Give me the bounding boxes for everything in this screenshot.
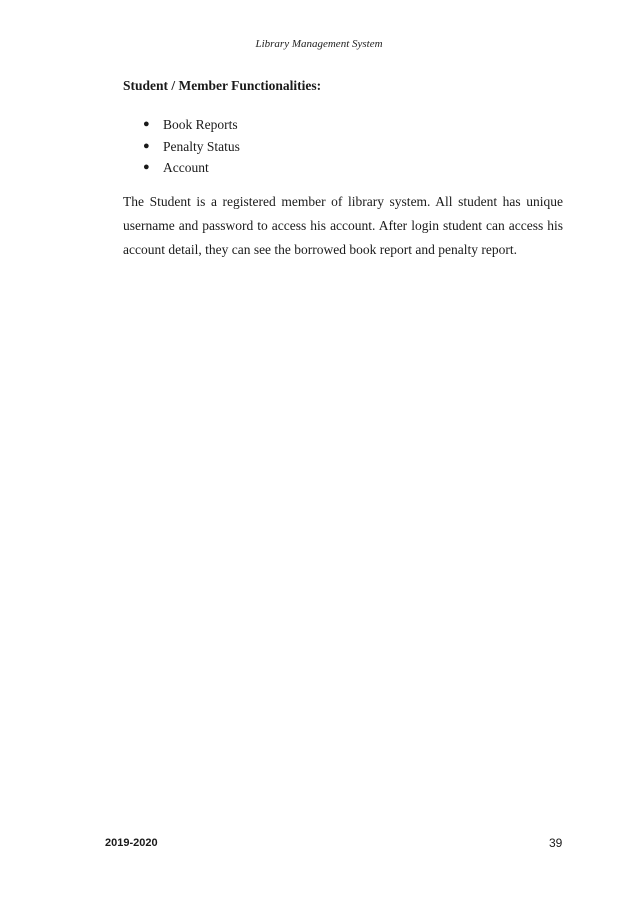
list-item [143, 157, 240, 179]
running-header: Library Management System [255, 38, 383, 50]
bullet-icon: ● [143, 118, 150, 130]
list-item-label: Account [163, 160, 209, 175]
list-item [143, 114, 240, 136]
section-heading: Student / Member Functionalities: [123, 78, 322, 93]
list-item [143, 136, 240, 158]
page-number: 39 [549, 836, 563, 850]
functionality-list [143, 114, 240, 179]
list-item-label: Book Reports [163, 117, 238, 132]
list-item-label: Penalty Status [163, 138, 240, 154]
footer-year: 2019-2020 [105, 837, 158, 849]
bullet-icon: ● [143, 161, 150, 173]
body-paragraph: The Student is a registered member of library system. All student has unique username and password to access his account. After login student can access his account detail, they can see the borrowed book report and penalty report. [123, 194, 563, 257]
bullet-icon: ● [143, 139, 150, 152]
